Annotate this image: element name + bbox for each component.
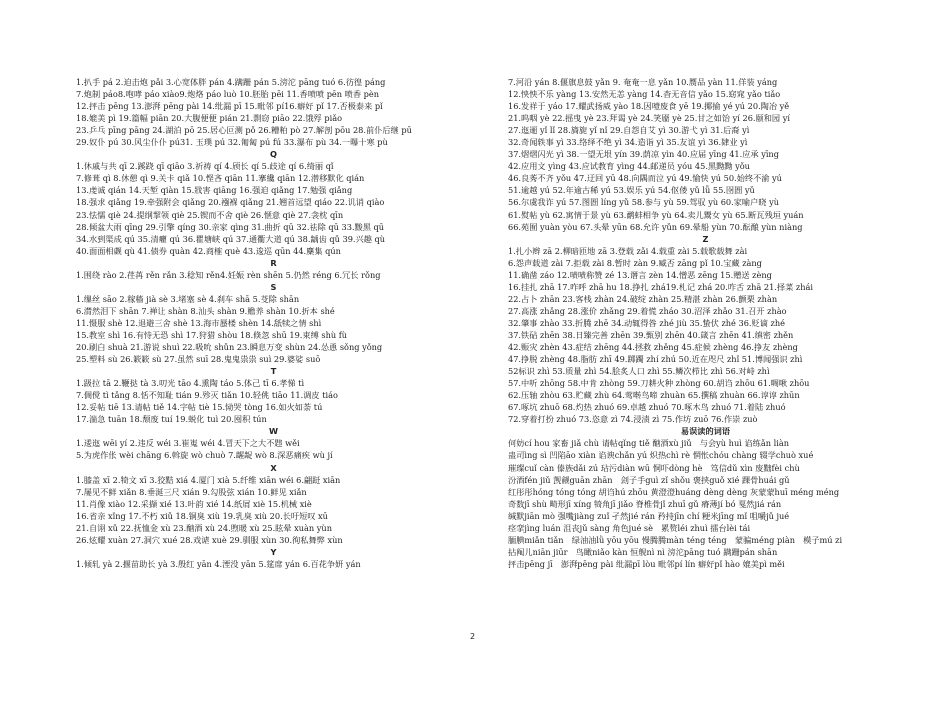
letter-heading: X — [270, 462, 277, 473]
entry-line: 22.占卜 zhān 23.客栈 zhàn 24.破绽 zhàn 25.精湛 zhàn 26.颤栗 zhàn — [508, 293, 778, 304]
entry-line: 1.倾轧 yà 2.揠苗助长 yà 3.殷红 yān 4.湮没 yān 5.筵席 yán 6.百花争妍 yán — [76, 558, 361, 569]
entry-line: 47.挣脱 zhèng 48.脂肪 zhī 49.踯躅 zhí zhú 50.近在咫尺 zhǐ 51.博闻强识 zhì — [508, 354, 803, 365]
entry-line: 56.尔虞我诈 yú 57.图圄 líng yǔ 58.参与 yù 59.驾驭 yù 60.家喻户晓 yù — [508, 197, 779, 208]
left-column — [76, 76, 471, 570]
entry-line: 17.湍急 tuān 18.颓废 tuí 19.蜕化 tuì 20.囤积 tún — [76, 414, 267, 425]
entry-line: 18.强求 qiǎng 19.牵强附会 qiǎng 20.襁褓 qiǎng 21.翘首远望 qiáo 22.讥诮 qiào — [76, 197, 385, 208]
letter-heading: Z — [702, 233, 709, 244]
entry-line: 7.河沿 yán 8.偃旗息鼓 yǎn 9. 奄奄一息 yǎn 10.赝品 yàn 11.佯装 yáng — [508, 77, 778, 87]
entry-line: 23.怯懦 qiè 24.提纲挈领 qiè 25.锲而不舍 qiè 26.惬意 qiè 27.衾枕 qīn — [76, 209, 344, 220]
entry-line: 51.逾越 yú 52.年逾古稀 yú 53.娱乐 yú 54.伛偻 yǔ lǚ 55.囹圄 yǔ — [508, 185, 755, 196]
entry-line: 27.高涨 zhǎng 28.涨价 zhǎng 29.着慌 zháo 30.沼泽 zhǎo 31.召开 zhào — [508, 305, 787, 316]
entry-line: 72.穿着打扮 zhuó 73.恣意 zì 74.浸渍 zì 75.作坊 zuō 76.作崇 zuò — [508, 414, 758, 425]
entry-line: 6.怨声载道 zài 7.拒载 zài 8.暂时 zàn 9.臧否 zāng pǐ 10.宝藏 zàng — [508, 257, 762, 268]
entry-line: 1.围绕 rào 2.荏苒 rěn rǎn 3.稔知 rěn4.妊娠 rèn shēn 5.仍然 réng 6.冗长 rǒng — [76, 269, 381, 280]
misread-line: 汾酒fén jiǔ 觊觎guān zhān 刽子手guì zǐ shǒu 褒挟guǒ xié 踝骨huái gǔ — [508, 474, 790, 485]
entry-line: 32.肇事 zhào 33.折腾 zhē 34.动辄得咎 zhé jiù 35.蛰伏 zhé 36.贬谪 zhé — [508, 317, 785, 328]
letter-heading: S — [270, 281, 277, 292]
entry-line: 34.水到渠成 qú 35.清癯 qú 36.瞿塘峡 qú 37.通衢大道 qú 38.龋齿 qǔ 39.兴趣 qù — [76, 233, 386, 244]
entry-line: 32.奇闻轶事 yì 33.络绎不绝 yì 34.造诣 yì 35.友谊 yì 36.肄业 yì — [508, 137, 748, 148]
entry-line: 1.趿拉 tā 2.鞭挞 tà 3.叨光 tāo 4.熏陶 táo 5.体己 tī 6.孝悌 tì — [76, 378, 305, 389]
entry-line: 7.倜傥 tì tǎng 8.恬不知耻 tián 9.殄灭 tiǎn 10.轻佻 tiāo 11.调皮 tiáo — [76, 390, 338, 401]
misread-line: 缄默jiān mò 强嘴jiàng zuǐ 孑然jié rán 矜持jīn chí 粳米jīng mǐ 咀嚼jǔ jué — [508, 510, 790, 521]
entry-line: 46.良莠不齐 yǒu 47.迂回 yū 48.向隅而泣 yú 49.愉快 yú 50.始终不渝 yú — [508, 173, 782, 184]
entry-line: 61.熨帖 yù 62.寓情于景 yù 63.鹬蚌相争 yù 64.卖儿鬻女 yù 65.断瓦残垣 yuán — [508, 209, 804, 220]
misread-line: 痉挛jìng luán 沮丧jǔ sàng 角色jué sè 累赘léi zhuì 擂台lèi tái — [508, 522, 751, 533]
misread-line: 拈阄儿niān jiūr 鸟瞰niǎo kàn 恒舰nì nì 滂沱pāng tuó 蹒跚pán shān — [508, 546, 778, 557]
entry-line: 12.怏怏不乐 yàng 13.安然无恙 yàng 14.杳无音信 yǎo 15.窈窕 yǎo tiǎo — [508, 89, 781, 100]
entry-line: 23.乒乓 pīng pāng 24.湖泊 pō 25.居心叵测 pǒ 26.糟粕 pò 27.解剖 pōu 28.前仆后继 pū — [76, 125, 412, 136]
right-column — [508, 76, 903, 570]
entry-line: 7.修葺 qì 8.休憩 qì 9.关卡 qiǎ 10.悭吝 qiān 11.搴纔 qiān 12.潜移默化 qián — [76, 173, 365, 184]
page-number: 2 — [470, 632, 476, 641]
entry-line: 7.屡见不鲜 xiǎn 8.垂涎三尺 xián 9.勾股弦 xián 10.鲜见 xiǎn — [76, 486, 307, 497]
entry-line: 40.面面相觑 qù 41.债券 quàn 42.商榷 què 43.逡巡 qūn 44.麇集 qún — [76, 245, 341, 256]
right-entries — [508, 76, 903, 425]
entry-line: 12.抨击 pēng 13.澎湃 pēng pài 14.纰漏 pī 15.毗邻 pí16.癖好 pǐ 17.否极泰来 pǐ — [76, 101, 383, 112]
entry-line: 15.教室 shì 16.有恃无恐 shì 17.狩猎 shòu 18.倏忽 shū 19.束缚 shù fù — [76, 329, 348, 340]
entry-line: 20.刷白 shuà 21.游说 shuì 22.吸吮 shǔn 23.瞬息万变 shùn 24.怂恿 sǒng yǒng — [76, 342, 383, 353]
entry-line: 67.啄坑 zhuō 68.灼热 zhuó 69.卓越 zhuó 70.啄木鸟 zhuó 71.着陆 zhuó — [508, 402, 786, 413]
entry-line: 1.逶迤 wēi yí 2.违反 wéi 3.崔嵬 wéi 4.冒天下之大不韪 wěi — [76, 438, 300, 449]
entry-line: 37.熠熠闪光 yì 38.一望无垠 yín 39.荫凉 yìn 40.应届 yīng 41.应承 yīng — [508, 149, 779, 160]
entry-line: 62.压轴 zhòu 63.贮藏 zhù 64.莺啭鸟啼 zhuàn 65.撰稿 zhuàn 66.谆谆 zhūn — [508, 390, 800, 401]
entry-line: 52标识 zhì 53.质量 zhì 54.脍炙人口 zhì 55.鳞次栉比 zhì 56.对峙 zhì — [508, 366, 770, 377]
entry-line: 42.赈灾 zhèn 43.症结 zhēng 44.拯救 zhěng 45.症候 zhèng 46.挣友 zhèng — [508, 342, 798, 353]
entry-line: 13.虔诚 qián 14.天堑 qiàn 15.戕害 qiāng 16.强迫 qiǎng 17.勉强 qiǎng — [76, 185, 353, 196]
misread-line: 何妨cí hou 家畜 jiǎ chù 请帖qǐng tiě 酗酒xù jiǔ 与会yù huì 谄练ǎn liàn — [508, 438, 789, 449]
letter-heading: Y — [270, 546, 277, 557]
entry-line: 11.慑服 shè 12.退避三舍 shè 13.海市蜃楼 shèn 14.舐犊之情 shì — [76, 317, 322, 328]
misread-line: 璀璨cuǐ càn 傣族dǎi zú 玷污diàn wū 恫吓dòng hè 笃信dǔ xìn 废黜fèi chù — [508, 462, 800, 473]
entry-line: 12.妥帖 tiē 13.请帖 tiě 14.字帖 tiè 15.恸哭 tòng 16.如火如荼 tú — [76, 402, 323, 413]
letter-heading: W — [268, 426, 279, 437]
misread-line: 抨击pēng jī 澎湃pēng pài 纰漏pī lòu 毗邻pí lín 癖好pǐ hào 媲美pì měi — [508, 558, 785, 569]
entry-line: 21.自诩 xǔ 22.抚恤金 xù 23.酗酒 xù 24.煦暖 xù 25.眩晕 xuàn yùn — [76, 522, 332, 533]
letter-heading: T — [270, 366, 277, 377]
entry-line: 18.媲美 pì 19.篇幅 piān 20.大腹便便 pián 21.剽窃 piāo 22.饿殍 piǎo — [76, 113, 343, 124]
entry-line: 16.省亲 xǐng 17.不朽 xiǔ 18.铜臭 xiù 19.乳臭 xiù 20.长吁短叹 xū — [76, 510, 328, 521]
entry-line: 26.炫耀 xuàn 27.洞穴 xué 28.戏谑 xuè 29.驯服 xùn 30.徇私舞弊 xùn — [76, 534, 343, 545]
entry-line: 11.肖像 xiào 12.采撷 xié 13.叶韵 xié 14.纸屑 xiè 15.机械 xiè — [76, 498, 312, 509]
entry-line: 1.缫丝 sāo 2.稼穑 jià sè 3.堵塞 sè 4.刹车 shā 5.芟除 shān — [76, 293, 300, 304]
entry-line: 1.扎小辫 zā 2.柳暗匝地 zā 3.登载 zǎi 4.载重 zài 5.载歌载舞 zài — [508, 245, 748, 256]
entry-line: 1.膝盖 xī 2.犄文 xī 3.狡黠 xiá 4.厦门 xià 5.纤维 xiān wéi 6.翩跹 xiān — [76, 474, 341, 485]
entry-line: 16.挂扎 zhā 17.咋呼 zhā hu 18.挣扎 zhá19.札记 zhá 20.咋舌 zhā 21.择菜 zhái — [508, 281, 813, 292]
entry-line: 5.为虎作伥 wèi chāng 6.斡旋 wò chuò 7.龌龊 wò 8.深恶痛疾 wù jí — [76, 450, 333, 461]
entry-line: 29.奴仆 pú 30.风尘仆仆 pú31. 玉璞 pú 32.匍匐 pú fú 33.瀑布 pù 34.一曝十寒 pù — [76, 137, 388, 148]
misread-line: 奇数jī shù 畸形jī xíng 犄角jī jiǎo 脊椎骨jǐ zhuī gǔ 瘠薄jí bó 戛然jiá rán — [508, 498, 782, 509]
letter-heading: Q — [270, 149, 277, 160]
entry-line: 1.休戚与共 qī 2.蹊跷 qī qiāo 3.祈祷 qí 4.颀长 qí 5.歧途 qí 6.绮丽 qǐ — [76, 161, 334, 172]
misread-line: 腼腆miǎn tiǎn 绿油油lǜ yōu yōu 慢腾腾màn téng téng 蒙骗méng piàn 模子mú zi — [508, 534, 843, 545]
entry-line: 25.塑料 sù 26.簌簌 sù 27.虽然 suī 28.鬼鬼祟祟 suì 29.婆娑 suō — [76, 354, 321, 365]
entry-line: 1.扒手 pá 2.迫击炮 pǎi 3.心宽体胖 pán 4.蹒跚 pán 5.滂沱 pāng tuó 6.彷徨 páng — [76, 77, 386, 87]
section-title: 易误读的词语 — [680, 426, 731, 437]
entry-line: 21.呜咽 yè 22.摇曳 yè 23.拜谒 yè 24.笑靥 yè 25.甘之如饴 yí 26.颐和园 yí — [508, 113, 790, 124]
entry-line: 27.迤逦 yǐ lǐ 28.旖旎 yǐ nǐ 29.自怨自艾 yì 30.游弋 yì 31.后裔 yì — [508, 125, 750, 136]
misread-list — [508, 437, 903, 570]
misread-line: 红彤彤hóng tóng tóng 胡诌hú zhōu 黄澄澄huáng dèng dèng 灰蒙蒙huī méng méng — [508, 486, 840, 497]
letter-heading: R — [270, 257, 277, 268]
entry-line: 6.潸然泪下 shān 7.禅让 shàn 8.汕头 shàn 9.赡养 shàn 10.折本 shé — [76, 305, 335, 316]
entry-line: 66.苑囿 yuàn yòu 67.头晕 yūn 68.允许 yǔn 69.晕船 yùn 70.酝酿 yùn niàng — [508, 221, 803, 232]
entry-line: 28.倾盆大雨 qīng 29.引擎 qíng 30.亲家 qìng 31.曲折 qū 32.祛除 qū 33.黢黑 qū — [76, 221, 385, 232]
entry-line: 42.应用文 yìng 43.应试教育 yìng 44.邮递员 yóu 45.黑黝黝 yǒu — [508, 161, 750, 172]
entry-line: 11.确凿 záo 12.啧啧称赞 zé 13.谮言 zèn 14.憎恶 zēng 15.赠送 zèng — [508, 269, 772, 280]
entry-line: 7.炮制 páo8.咆哮 páo xiào9.炮烙 páo luò 10.胚胎 pēi 11.香喷喷 pēn 喷香 pèn — [76, 89, 379, 100]
entry-line: 57.中听 zhōng 58.中肯 zhòng 59.刀耕火种 zhòng 60.胡诌 zhōu 61.啁啾 zhōu — [508, 378, 810, 389]
entry-line: 16.发祥于 yáo 17.耀武扬威 yào 18.因噎废食 yē 19.揶揄 yé yú 20.陶冶 yě — [508, 101, 790, 112]
entry-line: 37.铁砧 zhēn 38.日臻完善 zhēn 39.甄别 zhēn 40.箴言 zhēn 41.缜密 zhěn — [508, 329, 794, 340]
misread-line: 蛊司ìng sì 凹陷āo xiàn 谄谀chǎn yú 炽热chì rè 惘怅chóu chàng 辍学chuò xué — [508, 450, 814, 461]
